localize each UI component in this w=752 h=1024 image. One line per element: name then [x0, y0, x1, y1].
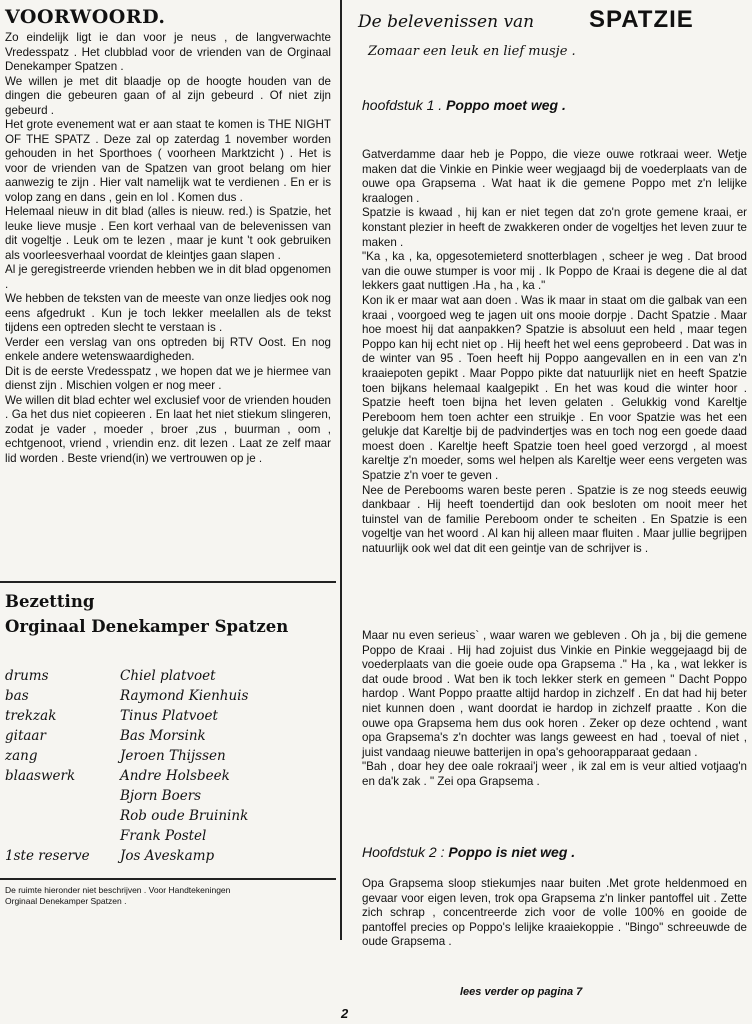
- chapter-1-title: Poppo moet weg .: [446, 97, 566, 113]
- lineup-table: [5, 668, 331, 868]
- signature-note: [5, 885, 325, 906]
- lineup-member-name: Jos Aveskamp: [120, 848, 215, 864]
- lineup-row: [5, 688, 331, 708]
- story-paragraph: Gatverdamme daar heb je Poppo, die vieze ouwe rotkraai weer. Wetje maken dat die Vinkie en Pinkie weer wegjaagd bij de voederplaats van de ouwe opa Grapsema . Wat haat ik die gemene Poppo met z'n lelijke kraalogen .: [362, 148, 747, 205]
- lineup-member-name: Jeroen Thijssen: [120, 748, 226, 764]
- signature-note-line: De ruimte hieronder niet beschrijven . Voor Handtekeningen: [5, 885, 231, 895]
- lineup-member-name: Raymond Kienhuis: [120, 688, 249, 704]
- story-title-prefix: De belevenissen van: [358, 12, 535, 32]
- foreword-paragraph: Het grote evenement wat er aan staat te komen is THE NIGHT OF THE SPATZ . Deze zal op zaterdag 1 november worden gehouden in het Sporthoes ( voorheen Marktzicht ) . Het is voor de vrienden van de Spatzen van groot belang om hier aanwezig te zijn . Hier valt namelijk wat te verdienen . En er is volop zang en dans , gein en lol . Komen dus .: [5, 118, 331, 204]
- foreword-paragraph: Al je geregistreerde vrienden hebben we in dit blad opgenomen .: [5, 263, 331, 291]
- lineup-row: [5, 808, 331, 828]
- story-paragraph: "Ka , ka , ka, opgesotemieterd snotterblagen , scheer je weg . Dat brood van die ouwe stumper is voor mij . Ik Poppo de Kraai is degene die al dat lekkers gaat nuttigen .Ha , ha , ka .": [362, 250, 747, 293]
- foreword-title: VOORWOORD.: [5, 6, 166, 28]
- lineup-member-name: Andre Holsbeek: [120, 768, 230, 784]
- story-paragraph: Maar nu even serieus` , waar waren we gebleven . Oh ja , bij die gemene Poppo de Kraai . Hij had zojuist dus Vinkie en Pinkie weggejaagd bij de voederplaats van die goeie oude opa Grapsema ." Ha , ka , wat lekker is dat oude brood . Wat ben ik toch lekker sterk en gemeen " Dacht Poppo hardop . Want Poppo praatte altijd hardop in zichzelf . En dat had hij beter niet kunnen doen , want doordat ie hardop in zichzelf praatte . Kon die ouwe opa Grapsema hem dus ook horen . Zeker op deze ochtend , want opa Grapsema's z'n dochter was langs geweest en had , toeval of niet , juist vandaag nieuwe batterijen in opa's gehoorapparaat gedaan .: [362, 629, 747, 759]
- lineup-instrument: drums: [5, 668, 49, 684]
- lineup-member-name: Rob oude Bruinink: [120, 808, 249, 824]
- chapter-2-heading: [362, 844, 575, 860]
- lineup-row: [5, 788, 331, 808]
- story-paragraph: Kon ik er maar wat aan doen . Was ik maar in staat om die galbak van een kraai , voorgoed weg te jagen uit ons mooie dorpje . Dacht Spatzie . Maar hoe moest hij dat aanpakken? Spatzie is absoluut een held , maar tegen Poppo kan hij echt niet op . Hij heeft het wel eens geprobeerd . Dat was in de winter van 95 . Toen heeft hij Poppo aangevallen en in een van z'n kraaiepoten gepikt . Maar Poppo pikte dat natuurlijk niet en heeft Spatzie toen bijkans helemaal kaalgepikt . En het was koud die winter hoor . Spatzie heeft toen bijna het leven gelaten . Gelukkig vond Kareltje Pereboom hem toen achter een struikje . En voor Spatzie was het een gelukje dat Kareltje bij de padvindertjes was en toch nog een goede daad moest doen . Kareltje heeft Spatzie toen heel goed verzorgd , al moest kareltje z'n moeder, soms wel helpen als Kareltje weer eens vergeten was Spatzie z'n voer te geven .: [362, 293, 747, 483]
- chapter-1-heading: [362, 97, 566, 113]
- lineup-row: [5, 748, 331, 768]
- lineup-row: [5, 668, 331, 688]
- foreword-paragraph: Helemaal nieuw in dit blad (alles is nieuw. red.) is Spatzie, het leuke lieve musje . Een kort verhaal van de belevenissen van dit vogeltje . Leuk om te lezen , maar je kunt 't ook gebruiken als voorleesverhaal voordat de kleintjes gaan slapen .: [5, 205, 331, 262]
- story-paragraph: Opa Grapsema sloop stiekumjes naar buiten .Met grote heldenmoed en gevaar voor eigen leven, trok opa Grapsema z'n linker pantoffel uit . Zette zich schrap , concentreerde zich voor de volle 100% en gooide de pantoffel precies op Poppo's lelijke kraaiekoppie . "Bingo" schreeuwde de oude Grapsema .: [362, 877, 747, 949]
- lineup-instrument: trekzak: [5, 708, 57, 724]
- foreword-body: [5, 31, 331, 466]
- chapter-2-label: Hoofdstuk 2 :: [362, 844, 445, 860]
- lineup-member-name: Tinus Platvoet: [120, 708, 218, 724]
- lineup-row: [5, 768, 331, 788]
- continue-note: lees verder op pagina 7: [460, 986, 583, 998]
- chapter-1-body: [362, 148, 747, 557]
- section-divider: [0, 581, 336, 583]
- signature-note-line: Orginaal Denekamper Spatzen .: [5, 895, 127, 906]
- lineup-instrument: gitaar: [5, 728, 46, 744]
- foreword-paragraph: We willen je met dit blaadje op de hoogte houden van de dingen die gebeuren gaan of al zijn gebeurd . Of niet zijn gebeurd .: [5, 74, 331, 117]
- lineup-member-name: Bjorn Boers: [120, 788, 202, 804]
- foreword-paragraph: We willen dit blad echter wel exclusief voor de vrienden houden . Ga het dus niet copieeren . En laat het niet stiekum slingeren, zodat je vader , moeder , broer ,zus , buurman , oom , echtgenoot, vriend , vriendin enz. dit lezen . Laat ze zelf maar lid worden . Beste vriend(in) we vertrouwen op je .: [5, 393, 331, 465]
- page-number: 2: [341, 1006, 349, 1021]
- lineup-row: [5, 708, 331, 728]
- lineup-member-name: Bas Morsink: [120, 728, 206, 744]
- lineup-title: Bezetting: [5, 592, 95, 611]
- lineup-member-name: Frank Postel: [120, 828, 207, 844]
- chapter-2-body: [362, 877, 747, 950]
- story-subtitle: Zomaar een leuk en lief musje .: [368, 44, 576, 59]
- chapter-1-label: hoofdstuk 1 .: [362, 97, 443, 113]
- section-divider: [0, 878, 336, 880]
- story-paragraph: Nee de Perebooms waren beste peren . Spatzie is ze nog steeds eeuwig dankbaar . Hij heeft toendertijd dan ook besloten om nooit meer het tuinstel van de familie Pereboom onder te scheiten . En Spatzie is een vogeltje van het woord . Al kan hij alleen maar fluiten . Maar jullie begrijpen natuurlijk ook wel dat dit een geintje van de schrijver is .: [362, 483, 747, 556]
- story-paragraph: Spatzie is kwaad , hij kan er niet tegen dat zo'n grote gemene kraai, er konstant plezier in heeft de zwakkeren onder de vogeltjes het leven zuur te maken .: [362, 206, 747, 249]
- column-divider: [340, 0, 342, 940]
- foreword-paragraph: Verder een verslag van ons optreden bij RTV Oost. En nog enkele andere wetenswaardigheden.: [5, 335, 331, 363]
- lineup-row: [5, 848, 331, 868]
- foreword-paragraph: We hebben de teksten van de meeste van onze liedjes ook nog eens afgedrukt . Kun je toch lekker meelallen als de tekst tijdens een optreden slecht te verstaan is .: [5, 292, 331, 334]
- story-paragraph: "Bah , doar hey dee oale rokraai'j weer , ik zal em is veur altied votjaag'n en da'k zak . " Zei opa Grapsema .: [362, 760, 747, 788]
- lineup-subtitle: Orginaal Denekamper Spatzen: [5, 617, 289, 636]
- story-title: [358, 6, 748, 38]
- lineup-instrument: zang: [5, 748, 38, 764]
- lineup-instrument: bas: [5, 688, 29, 704]
- lineup-row: [5, 728, 331, 748]
- foreword-section: [5, 6, 331, 466]
- chapter-2-title: Poppo is niet weg .: [448, 844, 576, 860]
- foreword-paragraph: Zo eindelijk ligt ie dan voor je neus , de langverwachte Vredesspatz . Het clubblad voor de vrienden van de Orginaal Denekamper Spatzen .: [5, 31, 331, 73]
- lineup-row: [5, 828, 331, 848]
- foreword-paragraph: Dit is de eerste Vredesspatz , we hopen dat we je hiermee van dienst zijn . Mischien volgen er nog meer .: [5, 364, 331, 392]
- story-title-name: SPATZIE: [589, 6, 694, 33]
- lineup-instrument: 1ste reserve: [5, 848, 90, 864]
- lineup-instrument: blaaswerk: [5, 768, 76, 784]
- chapter-1-continued: [362, 629, 747, 790]
- lineup-section: [5, 592, 331, 864]
- lineup-member-name: Chiel platvoet: [120, 668, 216, 684]
